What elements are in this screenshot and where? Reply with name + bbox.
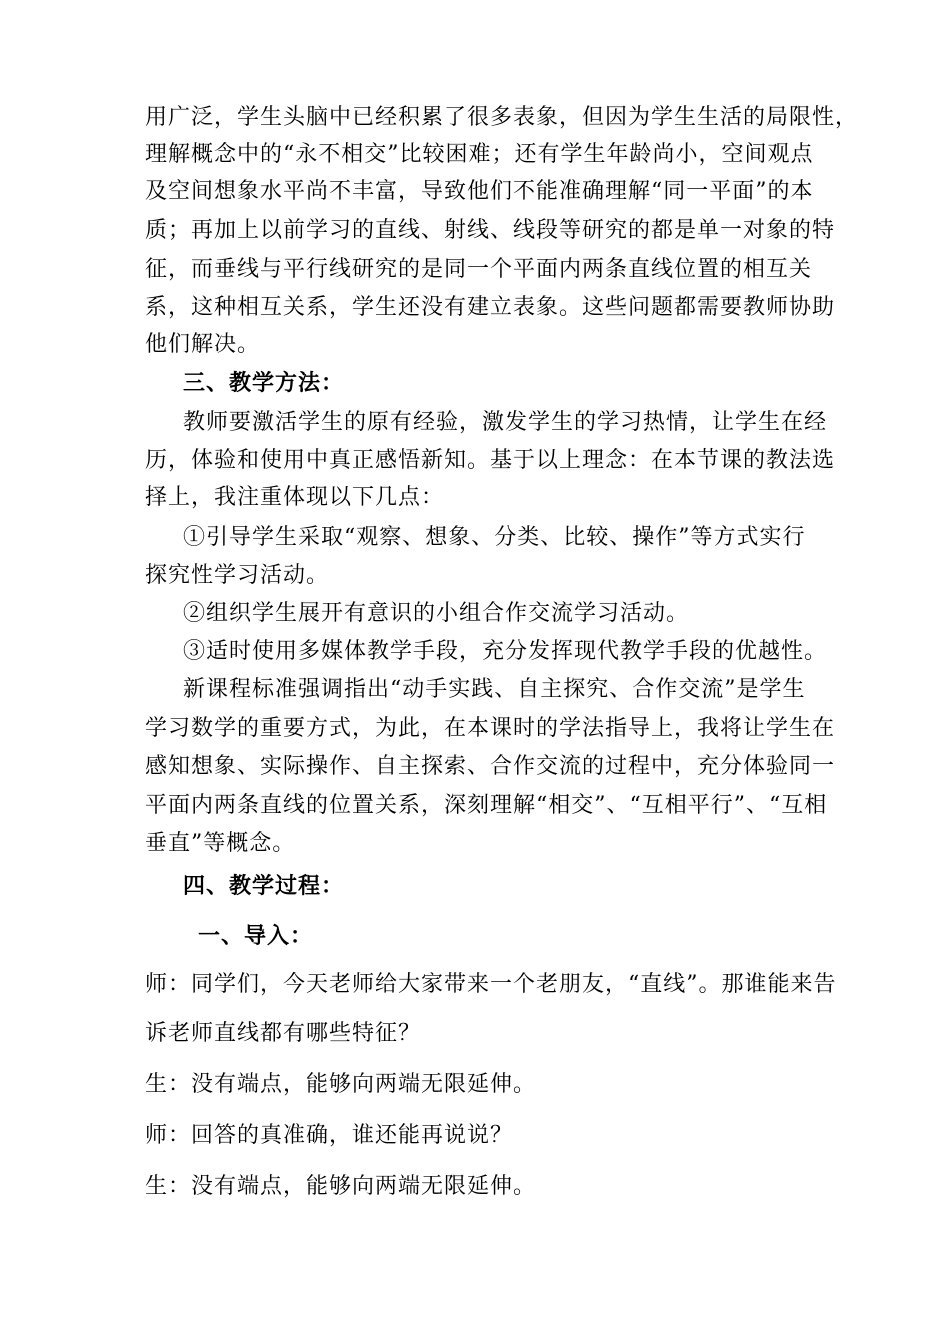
paragraph-line: 历，体验和使用中真正感悟新知。基于以上理念：在本节课的教法选 [145, 448, 836, 473]
paragraph-line: 平面内两条直线的位置关系，深刻理解“相交”、“互相平行”、“互相 [145, 793, 828, 818]
dialogue-line: 生：没有端点，能够向两端无限延伸。 [145, 1174, 537, 1199]
list-item-2: ②组织学生展开有意识的小组合作交流学习活动。 [183, 601, 690, 626]
dialogue-line: 师：回答的真准确，谁还能再说说？ [145, 1123, 514, 1148]
paragraph-line: 感知想象、实际操作、自主探索、合作交流的过程中，充分体验同一 [145, 754, 836, 779]
paragraph-line: 择上，我注重体现以下几点： [145, 485, 445, 510]
dialogue-line: 师：同学们，今天老师给大家带来一个老朋友，“直线”。那谁能来告 [145, 972, 837, 997]
paragraph-line: 征，而垂线与平行线研究的是同一个平面内两条直线位置的相互关 [145, 257, 813, 282]
subsection-heading-intro: 一、导入： [198, 924, 314, 949]
paragraph-line: 系，这种相互关系，学生还没有建立表象。这些问题都需要教师协助 [145, 295, 836, 320]
section-heading-process: 四、教学过程： [183, 874, 345, 899]
list-item-1-cont: 探究性学习活动。 [145, 563, 330, 588]
paragraph-line: 垂直”等概念。 [145, 831, 296, 856]
list-item-1: ①引导学生采取“观察、想象、分类、比较、操作”等方式实行 [183, 525, 806, 550]
paragraph-line: 理解概念中的“永不相交”比较困难；还有学生年龄尚小，空间观点 [145, 142, 814, 167]
paragraph-line: 学习数学的重要方式，为此，在本课时的学法指导上，我将让学生在 [145, 716, 836, 741]
paragraph-line: 教师要激活学生的原有经验，激发学生的学习热情，让学生在经 [183, 410, 828, 435]
dialogue-line: 诉老师直线都有哪些特征？ [145, 1021, 422, 1046]
dialogue-line: 生：没有端点，能够向两端无限延伸。 [145, 1072, 537, 1097]
paragraph-line: 及空间想象水平尚不丰富，导致他们不能准确理解“同一平面”的本 [145, 179, 814, 204]
paragraph-line: 新课程标准强调指出“动手实践、自主探究、合作交流”是学生 [183, 677, 806, 702]
paragraph-line: 用广泛，学生头脑中已经积累了很多表象，但因为学生生活的局限性， [145, 105, 859, 130]
paragraph-line: 他们解决。 [145, 332, 261, 357]
paragraph-line: 质；再加上以前学习的直线、射线、线段等研究的都是单一对象的特 [145, 218, 836, 243]
list-item-3: ③适时使用多媒体教学手段，充分发挥现代教学手段的优越性。 [183, 639, 828, 664]
section-heading-method: 三、教学方法： [183, 371, 345, 396]
